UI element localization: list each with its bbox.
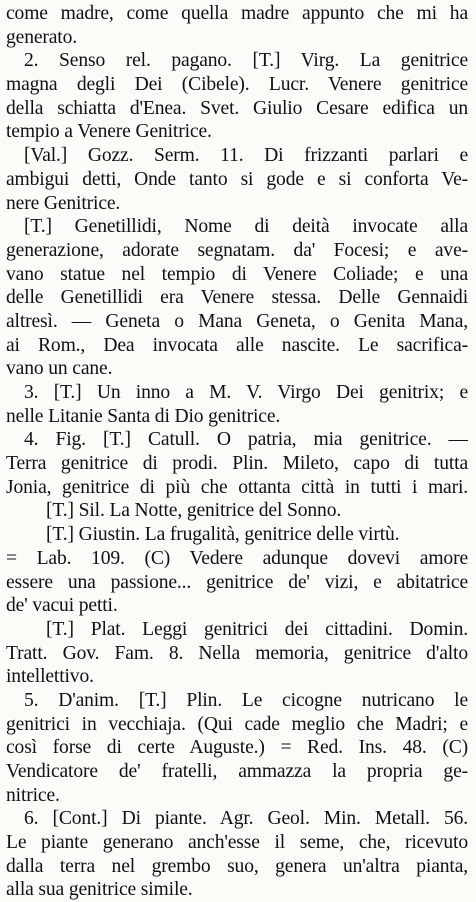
text-line: nelle Litanie Santa di Dio genitrice. bbox=[6, 405, 281, 427]
text-line: [T.] Giustin. La frugalità, genitrice delle virtù. bbox=[46, 524, 400, 546]
sense-6-heading: 6. [Cont.] Di piante. Agr. Geol. Min. Metall. 56. bbox=[24, 808, 468, 830]
text-line: ambigui detti, Onde tanto si gode e si conforta Ve- bbox=[6, 168, 468, 190]
text-line: nere Genitrice. bbox=[6, 192, 121, 214]
text-line: [Val.] Gozz. Serm. 11. Di frizzanti parlari e bbox=[24, 145, 468, 167]
text-line: come madre, come quella madre appunto che mi ha bbox=[6, 3, 468, 24]
text-line: [T.] Sil. La Notte, genitrice del Sonno. bbox=[46, 500, 342, 522]
sense-5-heading: 5. D'anim. [T.] Plin. Le cicogne nutricano le bbox=[24, 689, 468, 711]
text-line: Terra genitrice di prodi. Plin. Mileto, capo di tutta bbox=[6, 453, 468, 475]
text-line: nitrice. bbox=[6, 784, 60, 806]
text-line: ai Rom., Dea invocata alle nascite. Le sacrifica- bbox=[6, 334, 468, 356]
text-line: vano un cane. bbox=[6, 358, 113, 380]
sense-3-heading: 3. [T.] Un inno a M. V. Virgo Dei genitrix; e bbox=[24, 382, 468, 403]
sense-2-heading: 2. Senso rel. pagano. [T.] Virg. La genitrice bbox=[24, 50, 468, 72]
text-line: così forse di certe Auguste.) = Red. Ins. 48. (C) bbox=[6, 737, 468, 759]
text-line: generato. bbox=[6, 26, 77, 48]
text-line: tempio a Venere Genitrice. bbox=[6, 121, 212, 143]
text-line: della schiatta d'Enea. Svet. Giulio Cesare edifica un bbox=[6, 97, 468, 119]
text-line: de' vacui petti. bbox=[6, 595, 118, 617]
text-line: vano statue nel tempio di Venere Coliade; e una bbox=[6, 263, 468, 285]
text-line: [T.] Plat. Leggi genitrici dei cittadini. Domin. bbox=[46, 618, 468, 640]
text-line: dalla terra nel grembo suo, genera un'altra pianta, bbox=[6, 855, 468, 877]
text-line: intellettivo. bbox=[6, 666, 94, 688]
text-line: Vendicatore de' fratelli, ammazza la propria ge- bbox=[6, 761, 468, 782]
text-line: genitrici in vecchiaja. (Qui cade meglio che Madri; e bbox=[6, 713, 468, 735]
text-line: essere una passione... genitrice de' vizi, e abitatrice bbox=[6, 571, 468, 593]
text-line: alla sua genitrice simile. bbox=[6, 879, 193, 901]
text-line: magna degli Dei (Cibele). Lucr. Venere genitrice bbox=[6, 74, 468, 96]
text-line: [T.] Genetillidi, Nome di deità invocate alla bbox=[24, 216, 468, 238]
sense-4-heading: 4. Fig. [T.] Catull. O patria, mia genitrice. — bbox=[24, 429, 468, 451]
text-line: Jonia, genitrice di più che ottanta città in tutti i mari. bbox=[6, 476, 468, 498]
text-line: delle Genetillidi era Venere stessa. Delle Gennaidi bbox=[6, 287, 468, 309]
text-line: altresì. — Geneta o Mana Geneta, o Genita Mana, bbox=[6, 310, 468, 332]
text-line: = Lab. 109. (C) Vedere adunque dovevi amore bbox=[6, 547, 468, 569]
text-line: generazione, adorate segnatam. da' Focesi; e ave- bbox=[6, 239, 468, 261]
text-line: Tratt. Gov. Fam. 8. Nella memoria, genitrice d'alto bbox=[6, 642, 468, 664]
text-line: Le piante generano anch'esse il seme, che, ricevuto bbox=[6, 832, 468, 854]
